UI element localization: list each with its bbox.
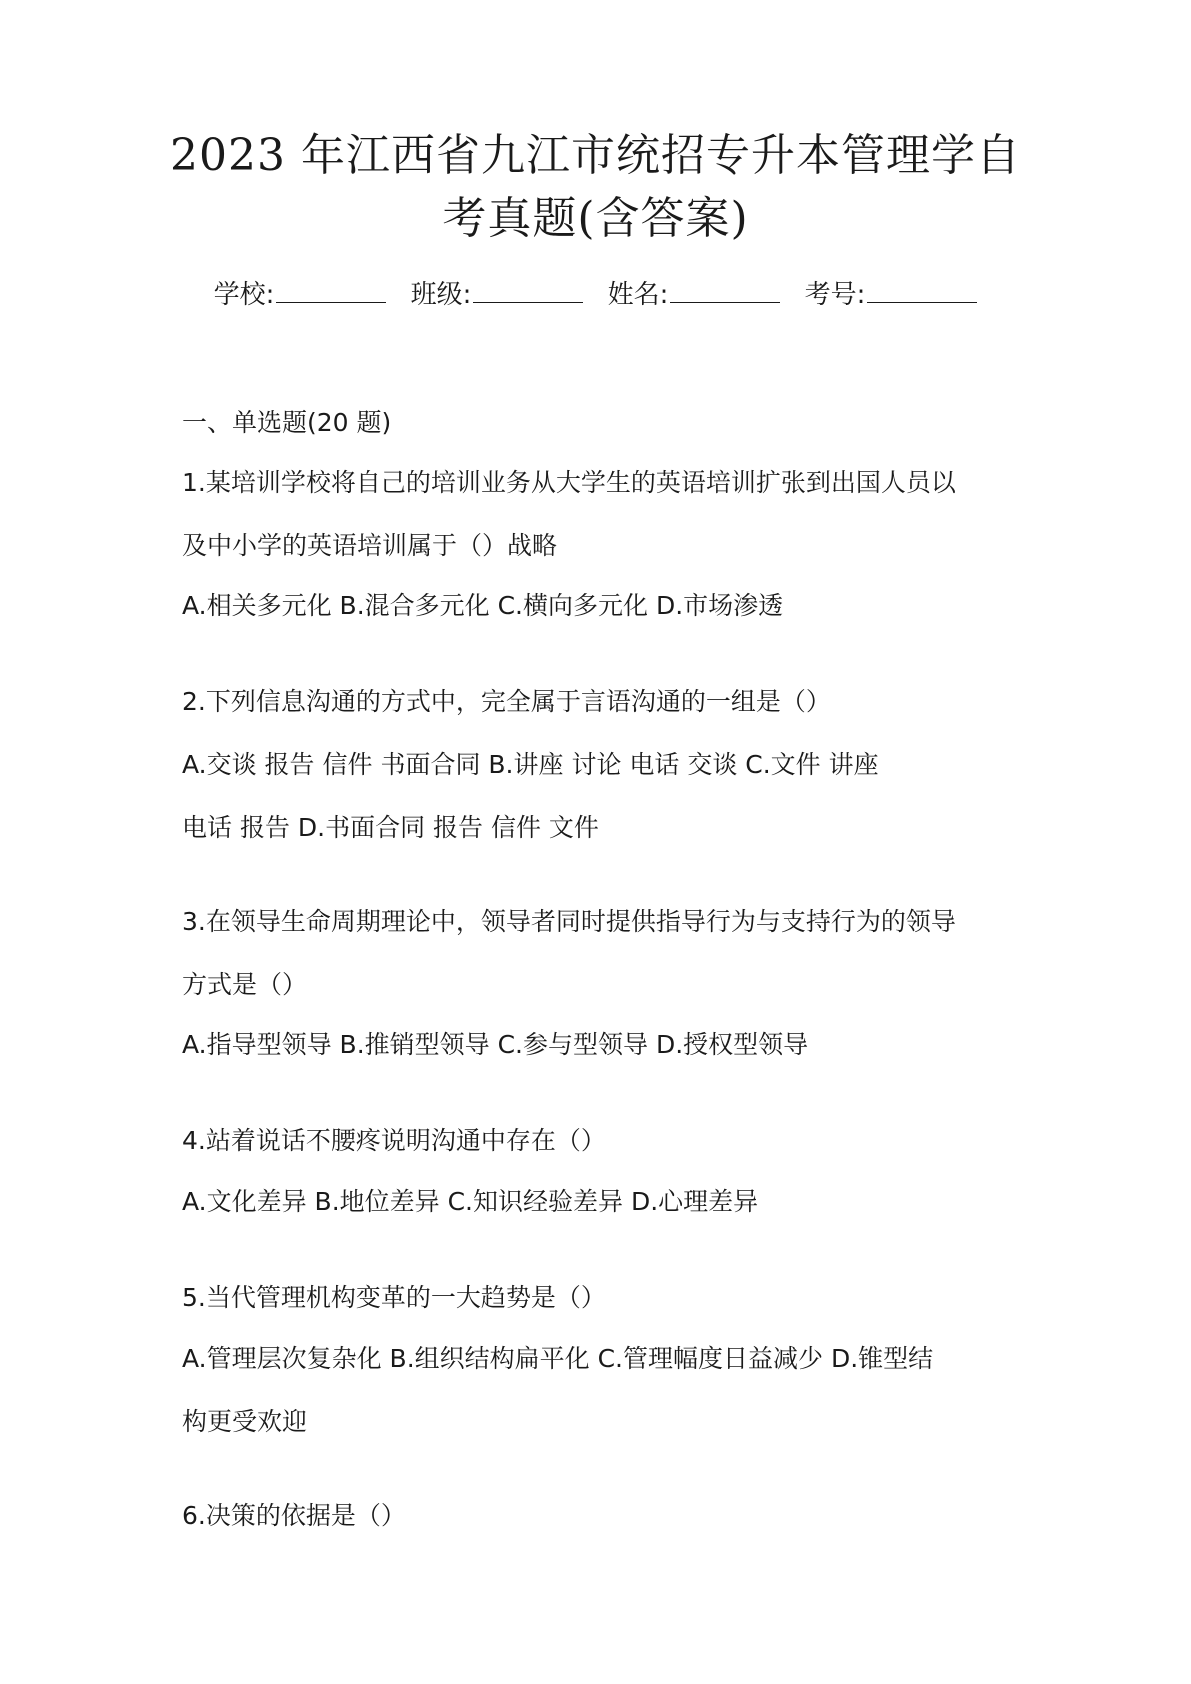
question-5-options-line-2: 构更受欢迎	[182, 1407, 308, 1436]
student-info-row	[0, 276, 1191, 313]
class-field	[411, 276, 584, 313]
question-3-options: A.指导型领导 B.推销型领导 C.参与型领导 D.授权型领导	[182, 1030, 809, 1059]
question-2-line-1: 2.下列信息沟通的方式中，完全属于言语沟通的一组是（）	[182, 687, 831, 716]
question-4-options: A.文化差异 B.地位差异 C.知识经验差异 D.心理差异	[182, 1187, 759, 1216]
section-heading: 一、单选题(20 题)	[182, 408, 392, 437]
exam-number-field	[805, 276, 978, 313]
question-3-line-2: 方式是（）	[182, 970, 308, 999]
question-3-line-1: 3.在领导生命周期理论中，领导者同时提供指导行为与支持行为的领导	[182, 907, 956, 936]
school-label: 学校:	[213, 280, 275, 310]
class-label: 班级:	[410, 280, 472, 310]
question-1-line-2: 及中小学的英语培训属于（）战略	[182, 531, 558, 560]
question-5-options-line-1: A.管理层次复杂化 B.组织结构扁平化 C.管理幅度日益减少 D.锥型结	[182, 1344, 934, 1373]
exam-number-label: 考号:	[804, 280, 866, 310]
question-1-options: A.相关多元化 B.混合多元化 C.横向多元化 D.市场渗透	[182, 591, 784, 620]
school-blank[interactable]	[276, 276, 386, 303]
name-blank[interactable]	[670, 276, 780, 303]
exam-number-blank[interactable]	[867, 276, 977, 303]
question-2-options-line-1: A.交谈 报告 信件 书面合同 B.讲座 讨论 电话 交谈 C.文件 讲座	[182, 750, 879, 779]
school-field	[214, 276, 387, 313]
question-4-line-1: 4.站着说话不腰疼说明沟通中存在（）	[182, 1126, 606, 1155]
question-5-line-1: 5.当代管理机构变革的一大趋势是（）	[182, 1283, 606, 1312]
question-2-options-line-2: 电话 报告 D.书面合同 报告 信件 文件	[182, 813, 599, 842]
name-field	[608, 276, 781, 313]
class-blank[interactable]	[473, 276, 583, 303]
name-label: 姓名:	[607, 280, 669, 310]
question-6-line-1: 6.决策的依据是（）	[182, 1501, 406, 1530]
document-title-line-2: 考真题(含答案)	[442, 193, 749, 244]
document-title-line-1: 2023 年江西省九江市统招专升本管理学自	[170, 130, 1021, 181]
question-1-line-1: 1.某培训学校将自己的培训业务从大学生的英语培训扩张到出国人员以	[182, 468, 956, 497]
